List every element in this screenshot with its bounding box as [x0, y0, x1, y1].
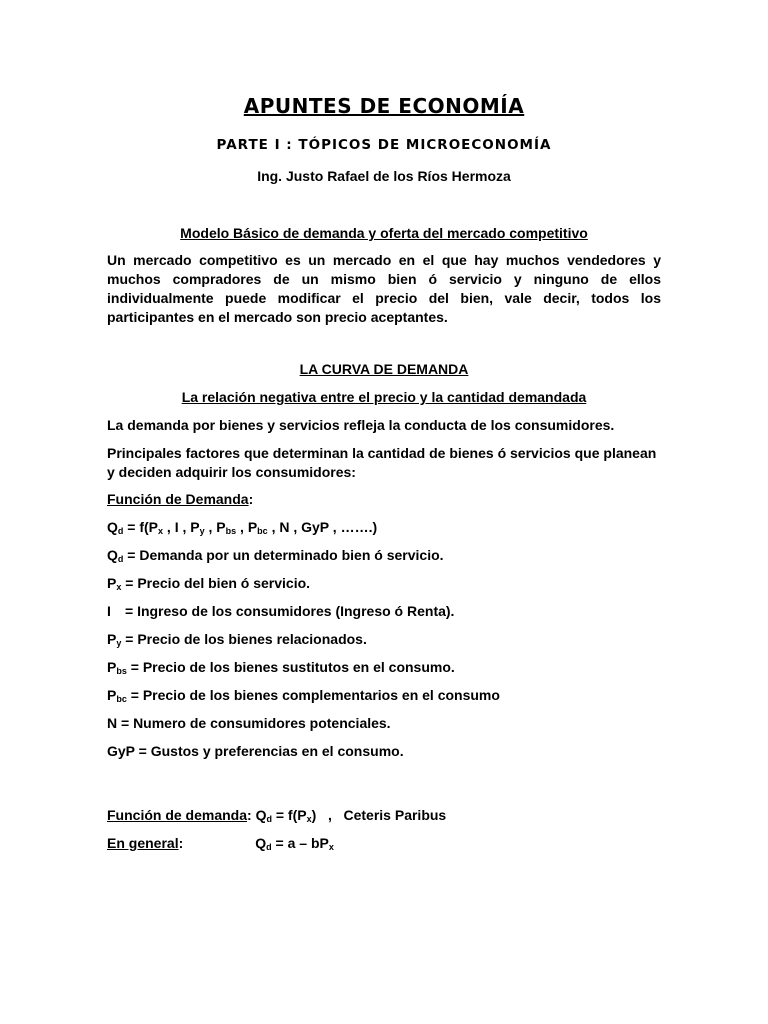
fd-label: Función de demanda — [107, 807, 248, 823]
demand-paragraph-1: La demanda por bienes y servicios refleja la conducta de los consumidores. — [107, 417, 615, 433]
fd-sub-x: x — [306, 814, 312, 824]
formula-sep1: , I , P — [163, 519, 200, 535]
general-linear-demand — [107, 834, 661, 853]
def-qd-sub: d — [117, 554, 124, 564]
document-subtitle: PARTE I : TÓPICOS DE MICROECONOMÍA — [216, 137, 552, 153]
demand-paragraph-2: Principales factores que determinan la cantidad de bienes ó servicios que planean y deciden adquirir los consumidores: — [107, 445, 657, 480]
formula-sub-y: y — [199, 526, 205, 536]
def-pbc-p: P — [107, 687, 117, 703]
definition-gyp: GyP = Gustos y preferencias en el consumo. — [107, 743, 404, 759]
formula-sub-d: d — [117, 526, 124, 536]
def-px-text: = Precio del bien ó servicio. — [125, 575, 311, 591]
general-label: En general — [107, 835, 179, 851]
definition-px — [107, 574, 661, 593]
def-px-p: P — [107, 575, 117, 591]
def-pbs-p: P — [107, 659, 117, 675]
fd-eq-a: : Q — [247, 807, 267, 823]
def-pbs-text: = Precio de los bienes sustitutos en el consumo. — [130, 659, 455, 675]
general-eq-b: = a – bP — [271, 835, 329, 851]
definition-pbc — [107, 686, 661, 705]
formula-sub-x: x — [158, 526, 164, 536]
formula-tail: , N , GyP , …….) — [267, 519, 378, 535]
formula-sub-bc: bc — [257, 526, 268, 536]
def-px-sub: x — [116, 582, 122, 592]
demand-function-colon: : — [248, 491, 254, 507]
definition-i — [107, 602, 661, 621]
definition-n: N = Numero de consumidores potenciales. — [107, 715, 391, 731]
demand-function-label — [107, 490, 661, 509]
document-title: APUNTES DE ECONOMÍA — [243, 94, 525, 118]
general-sub-x: x — [328, 842, 334, 852]
general-eq-q: Q — [255, 835, 267, 851]
market-paragraph: Un mercado competitivo es un mercado en el que hay muchos vendedores y muchos compradores de un mismo bien ó servicio y ninguno de ellos individualmente puede modificar el precio del bien, vale decir, todos los participantes en el mercado son precio aceptantes. — [107, 252, 661, 325]
def-py-p: P — [107, 631, 117, 647]
def-py-sub: y — [116, 638, 122, 648]
def-pbs-sub: bs — [116, 666, 127, 676]
definition-qd — [107, 546, 661, 565]
fd-eq-b: = f(P — [271, 807, 307, 823]
formula-sep3: , P — [236, 519, 258, 535]
fd-eq-c: ) , Ceteris Paribus — [311, 807, 447, 823]
formula-sep2: , P — [204, 519, 226, 535]
def-i-text: = Ingreso de los consumidores (Ingreso ó Renta). — [125, 603, 455, 619]
demand-formula — [107, 518, 661, 537]
demand-function-label-text: Función de Demanda — [107, 491, 249, 507]
demand-subheading-text: La relación negativa entre el precio y la cantidad demandada — [181, 389, 587, 405]
demand-subheading — [107, 388, 661, 407]
formula-q: Q — [107, 519, 118, 535]
general-sub-d: d — [266, 842, 272, 852]
def-pbc-text: = Precio de los bienes complementarios en el consumo — [130, 687, 500, 703]
demand-function-ceteris — [107, 806, 661, 825]
def-py-text: = Precio de los bienes relacionados. — [125, 631, 367, 647]
def-pbc-sub: bc — [116, 694, 127, 704]
fd-sub-d: d — [266, 814, 272, 824]
section-heading-market-model — [107, 224, 661, 243]
def-qd-var: Q — [107, 547, 118, 563]
document-author: Ing. Justo Rafael de los Ríos Hermoza — [257, 168, 511, 184]
formula-eq-open: = f(P — [123, 519, 159, 535]
def-qd-text: = Demanda por un determinado bien ó servicio. — [127, 547, 444, 563]
demand-curve-heading-text: LA CURVA DE DEMANDA — [299, 361, 469, 377]
definition-py — [107, 630, 661, 649]
definition-pbs — [107, 658, 661, 677]
demand-curve-heading — [107, 360, 661, 379]
def-i-var: I — [107, 603, 111, 619]
section-heading-text: Modelo Básico de demanda y oferta del mercado competitivo — [180, 225, 588, 241]
general-colon: : — [178, 835, 184, 851]
formula-sub-bs: bs — [225, 526, 237, 536]
